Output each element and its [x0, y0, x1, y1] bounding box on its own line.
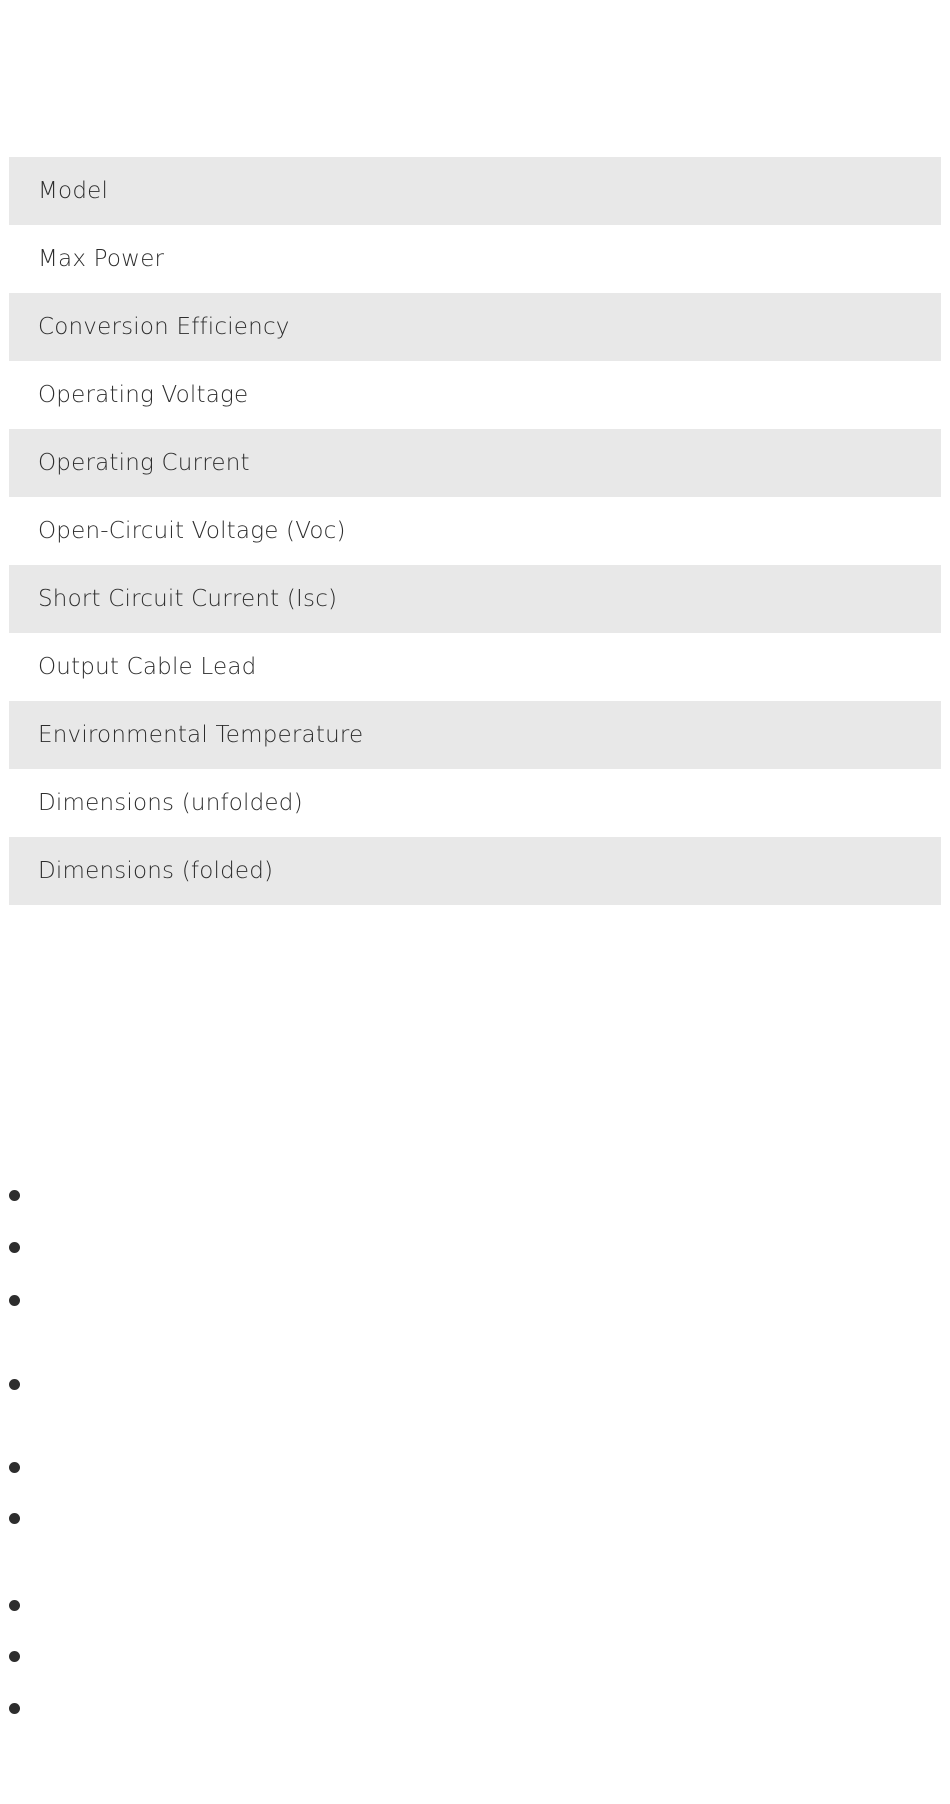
spec-label: Conversion Efficiency [38, 314, 290, 340]
spec-row-dimensions-unfolded [9, 769, 941, 837]
spec-label: Output Cable Lead [38, 654, 257, 680]
bullet-icon [9, 1242, 20, 1253]
bullet-icon [9, 1462, 20, 1473]
spec-row-environmental-temperature [9, 701, 941, 769]
spec-label: Model [38, 178, 109, 204]
bullet-icon [9, 1513, 20, 1524]
spec-row-dimensions-folded [9, 837, 941, 905]
spec-label: Dimensions (folded) [38, 858, 274, 884]
spec-row-model [9, 157, 941, 225]
spec-label: Operating Voltage [38, 382, 249, 408]
spec-row-conversion-efficiency [9, 293, 941, 361]
spec-label: Dimensions (unfolded) [38, 790, 303, 816]
spec-label: Short Circuit Current (Isc) [38, 586, 338, 612]
spec-label: Operating Current [38, 450, 250, 476]
spec-row-operating-current [9, 429, 941, 497]
bullet-icon [9, 1651, 20, 1662]
bullet-icon [9, 1703, 20, 1714]
spec-label: Max Power [38, 246, 165, 272]
spec-table [9, 157, 941, 905]
spec-row-max-power [9, 225, 941, 293]
spec-row-open-circuit-voltage [9, 497, 941, 565]
spec-row-operating-voltage [9, 361, 941, 429]
bullet-icon [9, 1600, 20, 1611]
spec-label: Environmental Temperature [38, 722, 364, 748]
spec-label: Open-Circuit Voltage (Voc) [38, 518, 346, 544]
bullet-icon [9, 1190, 20, 1201]
bullet-icon [9, 1379, 20, 1390]
spec-row-short-circuit-current [9, 565, 941, 633]
bullet-icon [9, 1295, 20, 1306]
spec-row-output-cable-lead [9, 633, 941, 701]
